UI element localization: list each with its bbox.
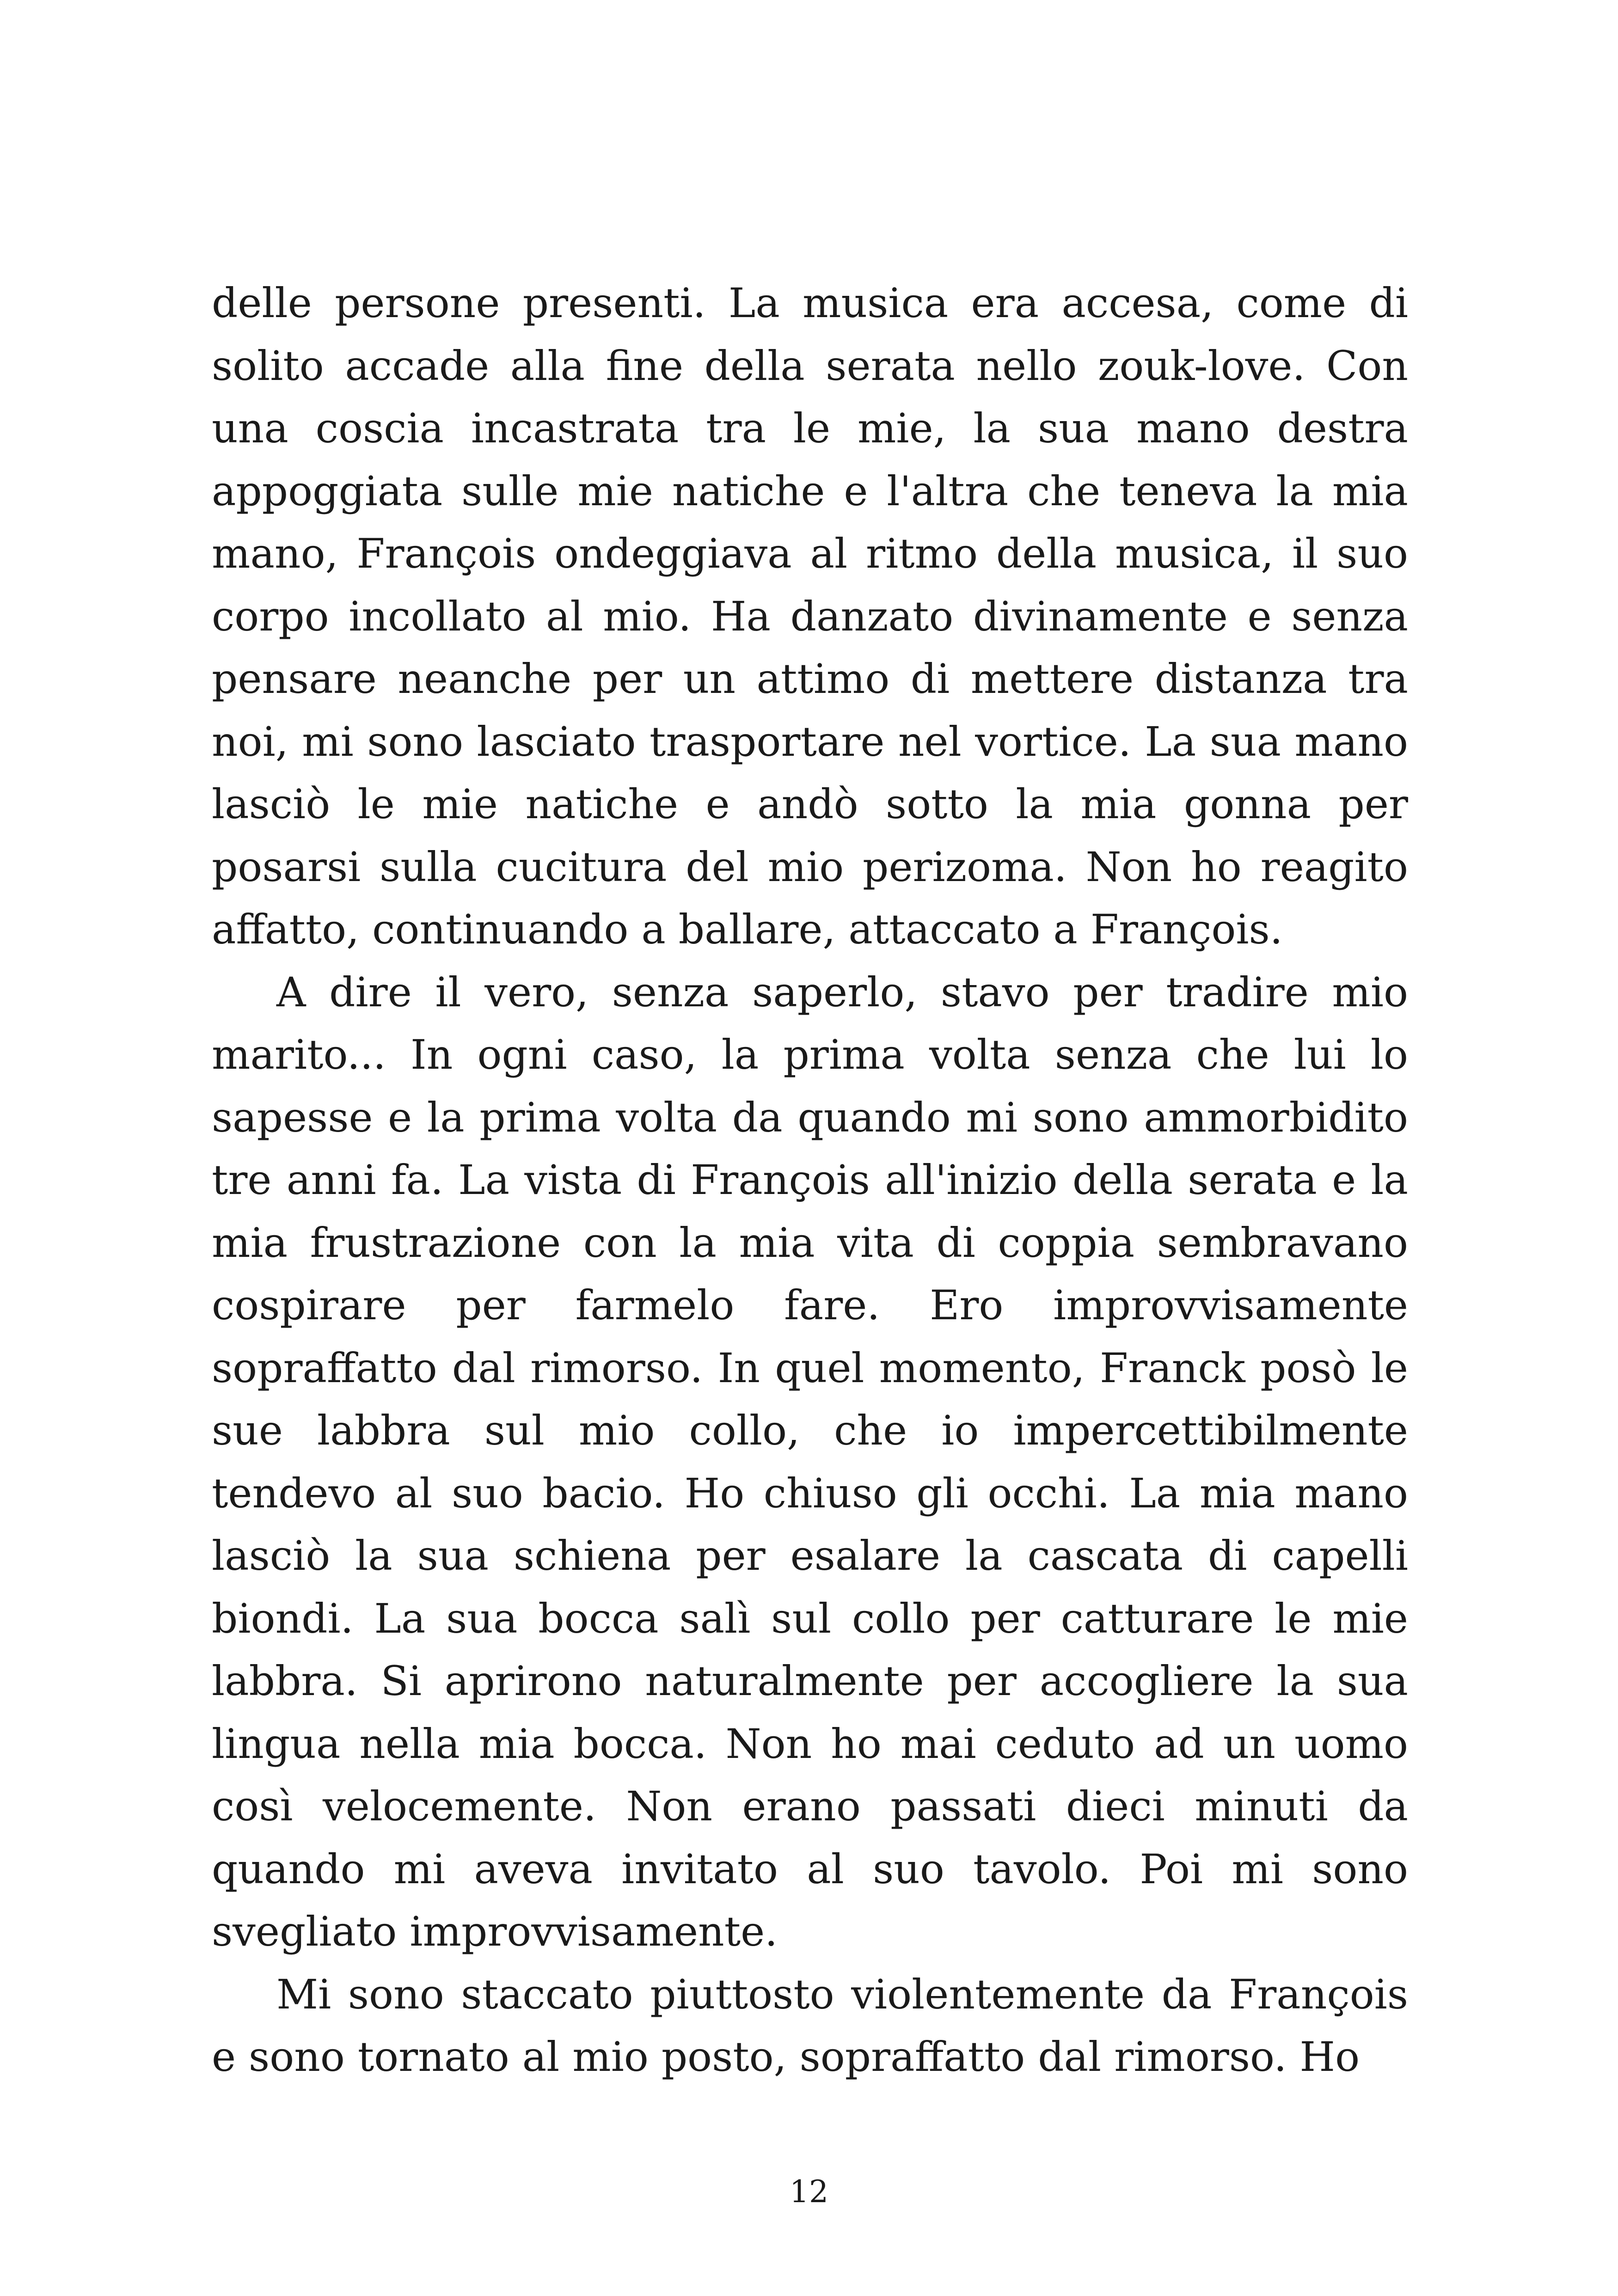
page-number: 12 xyxy=(790,2174,828,2210)
body-text xyxy=(212,272,1408,2088)
paragraph-1: delle persone presenti. La musica era accesa, come di solito accade alla fine della serata nello zouk-love. Con una coscia incastrata tra le mie, la sua mano destra appoggiata sulle mie natiche e l'altra che teneva la mia mano, François ondeggiava al ritmo della musica, il suo corpo incollato al mio. Ha danzato divinamente e senza pensare neanche per un attimo di mettere distanza tra noi, mi sono lasciato trasportare nel vortice. La sua mano lasciò le mie natiche e andò sotto la mia gonna per posarsi sulla cucitura del mio perizoma. Non ho reagito affatto, continuando a ballare, attaccato a François. xyxy=(212,279,1408,953)
paragraph-2: A dire il vero, senza saperlo, stavo per tradire mio marito... In ogni caso, la prima volta senza che lui lo sapesse e la prima volta da quando mi sono ammorbidito tre anni fa. La vista di François all'inizio della serata e la mia frustrazione con la mia vita di coppia sembravano cospirare per farmelo fare. Ero improvvisamente sopraffatto dal rimorso. In quel momento, Franck posò le sue labbra sul mio collo, che io impercettibilmente tendevo al suo bacio. Ho chiuso gli occhi. La mia mano lasciò la sua schiena per esalare la cascata di capelli biondi. La sua bocca salì sul collo per catturare le mie labbra. Si aprirono naturalmente per accogliere la sua lingua nella mia bocca. Non ho mai ceduto ad un uomo così velocemente. Non erano passati dieci minuti da quando mi aveva invitato al suo tavolo. Poi mi sono svegliato improvvisamente. xyxy=(212,968,1408,1955)
paragraph-3: Mi sono staccato piuttosto violentemente da François e sono tornato al mio posto, sopraffatto dal rimorso. Ho xyxy=(212,1970,1408,2081)
